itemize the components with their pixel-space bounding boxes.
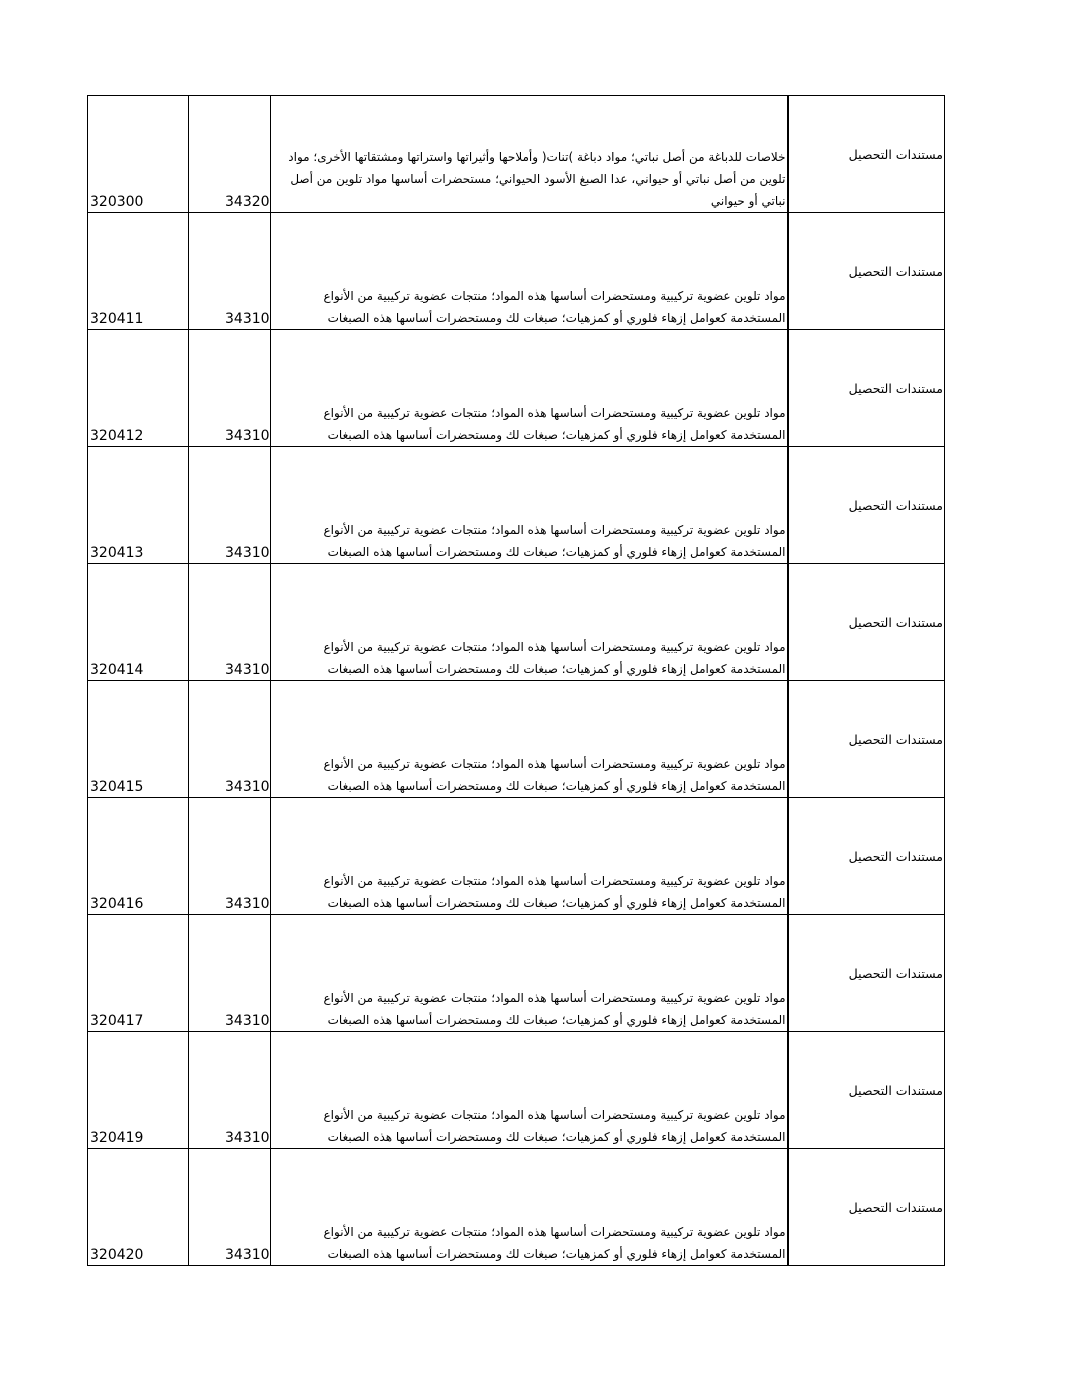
cpc-code-cell: 34310: [189, 1149, 271, 1266]
hs-code-cell: 320412: [88, 330, 189, 447]
description-cell: [271, 564, 788, 681]
description-text: مواد تلوين عضوية تركيبية ومستحضرات أساسها هذه المواد؛ منتجات عضوية تركيبية من الأنواع المستخدمة كعوامل إزهاء فلوري أو كمزهيات؛ صبغات لك ومستحضرات أساسها هذه الصبغات: [323, 289, 786, 325]
tariff-table-body: [88, 96, 945, 1266]
description-text: مواد تلوين عضوية تركيبية ومستحضرات أساسها هذه المواد؛ منتجات عضوية تركيبية من الأنواع المستخدمة كعوامل إزهاء فلوري أو كمزهيات؛ صبغات لك ومستحضرات أساسها هذه الصبغات: [323, 1225, 786, 1261]
cpc-code-cell: 34310: [189, 330, 271, 447]
document-type-cell: مستندات التحصيل: [788, 1149, 945, 1266]
hs-code-cell: 320411: [88, 213, 189, 330]
document-type-cell: مستندات التحصيل: [788, 1032, 945, 1149]
cpc-code-cell: 34310: [189, 564, 271, 681]
tariff-table: [87, 95, 945, 1266]
description-cell: [271, 330, 788, 447]
cpc-code-cell: 34310: [189, 681, 271, 798]
table-row: [88, 96, 945, 213]
hs-code-cell: 320420: [88, 1149, 189, 1266]
hs-code-cell: 320417: [88, 915, 189, 1032]
table-row: [88, 213, 945, 330]
cpc-code-cell: 34310: [189, 798, 271, 915]
table-row: [88, 447, 945, 564]
table-row: [88, 915, 945, 1032]
description-text: مواد تلوين عضوية تركيبية ومستحضرات أساسها هذه المواد؛ منتجات عضوية تركيبية من الأنواع المستخدمة كعوامل إزهاء فلوري أو كمزهيات؛ صبغات لك ومستحضرات أساسها هذه الصبغات: [323, 874, 786, 910]
document-type-cell: مستندات التحصيل: [788, 447, 945, 564]
description-text: مواد تلوين عضوية تركيبية ومستحضرات أساسها هذه المواد؛ منتجات عضوية تركيبية من الأنواع المستخدمة كعوامل إزهاء فلوري أو كمزهيات؛ صبغات لك ومستحضرات أساسها هذه الصبغات: [323, 523, 786, 559]
description-cell: [271, 213, 788, 330]
hs-code-cell: 320413: [88, 447, 189, 564]
description-text: مواد تلوين عضوية تركيبية ومستحضرات أساسها هذه المواد؛ منتجات عضوية تركيبية من الأنواع المستخدمة كعوامل إزهاء فلوري أو كمزهيات؛ صبغات لك ومستحضرات أساسها هذه الصبغات: [323, 1108, 786, 1144]
description-cell: [271, 96, 788, 213]
document-type-cell: مستندات التحصيل: [788, 564, 945, 681]
hs-code-cell: 320414: [88, 564, 189, 681]
hs-code-cell: 320419: [88, 1032, 189, 1149]
document-type-cell: مستندات التحصيل: [788, 681, 945, 798]
description-cell: [271, 798, 788, 915]
table-row: [88, 1032, 945, 1149]
description-text: خلاصات للدباغة من أصل نباتي؛ مواد دباغة )تنات( وأملاحها وأثيراتها واستراتها ومشتقاتها الأخرى؛ مواد تلوين من أصل نباتي أو حيواني، عدا الصبغ الأسود الحيواني؛ مستحضرات أساسها مواد تلوين من أصل نباتي أو حيواني: [288, 150, 786, 208]
description-text: مواد تلوين عضوية تركيبية ومستحضرات أساسها هذه المواد؛ منتجات عضوية تركيبية من الأنواع المستخدمة كعوامل إزهاء فلوري أو كمزهيات؛ صبغات لك ومستحضرات أساسها هذه الصبغات: [323, 640, 786, 676]
description-text: مواد تلوين عضوية تركيبية ومستحضرات أساسها هذه المواد؛ منتجات عضوية تركيبية من الأنواع المستخدمة كعوامل إزهاء فلوري أو كمزهيات؛ صبغات لك ومستحضرات أساسها هذه الصبغات: [323, 406, 786, 442]
document-type-cell: مستندات التحصيل: [788, 330, 945, 447]
table-row: [88, 330, 945, 447]
document-type-cell: مستندات التحصيل: [788, 213, 945, 330]
description-cell: [271, 447, 788, 564]
description-cell: [271, 915, 788, 1032]
cpc-code-cell: 34310: [189, 213, 271, 330]
cpc-code-cell: 34310: [189, 1032, 271, 1149]
description-cell: [271, 1032, 788, 1149]
table-row: [88, 1149, 945, 1266]
cpc-code-cell: 34310: [189, 915, 271, 1032]
document-type-cell: مستندات التحصيل: [788, 96, 945, 213]
document-type-cell: مستندات التحصيل: [788, 915, 945, 1032]
table-row: [88, 798, 945, 915]
description-cell: [271, 1149, 788, 1266]
hs-code-cell: 320415: [88, 681, 189, 798]
hs-code-cell: 320300: [88, 96, 189, 213]
cpc-code-cell: 34310: [189, 447, 271, 564]
hs-code-cell: 320416: [88, 798, 189, 915]
table-row: [88, 564, 945, 681]
cpc-code-cell: 34320: [189, 96, 271, 213]
description-text: مواد تلوين عضوية تركيبية ومستحضرات أساسها هذه المواد؛ منتجات عضوية تركيبية من الأنواع المستخدمة كعوامل إزهاء فلوري أو كمزهيات؛ صبغات لك ومستحضرات أساسها هذه الصبغات: [323, 991, 786, 1027]
description-text: مواد تلوين عضوية تركيبية ومستحضرات أساسها هذه المواد؛ منتجات عضوية تركيبية من الأنواع المستخدمة كعوامل إزهاء فلوري أو كمزهيات؛ صبغات لك ومستحضرات أساسها هذه الصبغات: [323, 757, 786, 793]
document-type-cell: مستندات التحصيل: [788, 798, 945, 915]
table-row: [88, 681, 945, 798]
description-cell: [271, 681, 788, 798]
